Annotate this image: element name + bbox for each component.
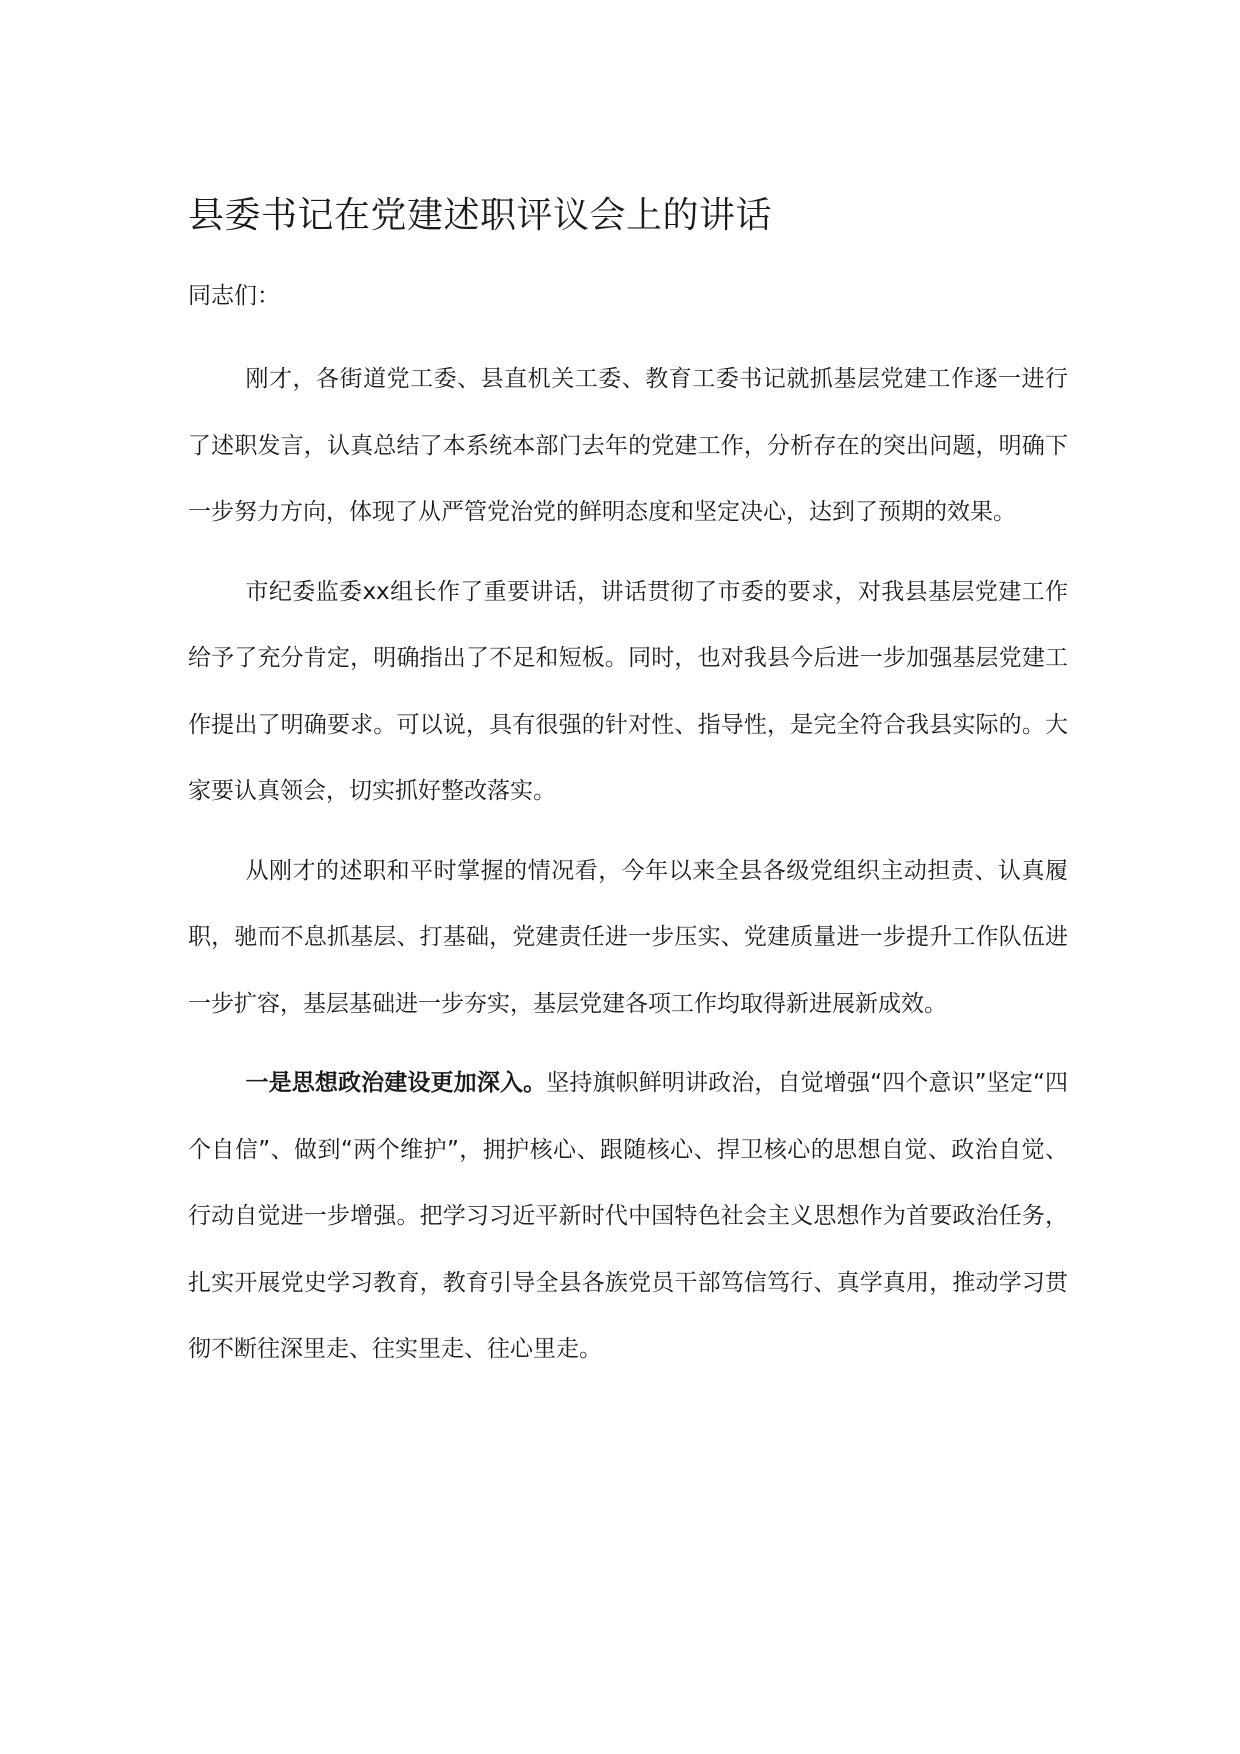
paragraph-text: 从刚才的述职和平时掌握的情况看，今年以来全县各级党组织主动担责、认真履职，驰而不息抓基层、打基础，党建责任进一步压实、党建质量进一步提升工作队伍进一步扩容，基层基础进一步夯实，基层党建各项工作均取得新进展新成效。 <box>188 857 1068 1017</box>
paragraph-text: 坚持旗帜鲜明讲政治，自觉增强“四个意识”坚定“四个自信”、做到“两个维护”，拥护核心、跟随核心、捍卫核心的思想自觉、政治自觉、行动自觉进一步增强。把学习习近平新时代中国特色社会主义思想作为首要政治任务，扎实开展党史学习教育，教育引导全县各族党员干部笃信笃行、真学真用，推动学习贯彻不断往深里走、往实里走、往心里走。 <box>188 1070 1069 1362</box>
salutation: 同志们： <box>188 283 280 309</box>
paragraph-text: 市纪委监委xx组长作了重要讲话，讲话贯彻了市委的要求，对我县基层党建工作给予了充分肯定，明确指出了不足和短板。同时，也对我县今后进一步加强基层党建工作提出了明确要求。可以说，具有很强的针对性、指导性，是完全符合我县实际的。大家要认真领会，切实抓好整改落实。 <box>188 578 1068 804</box>
paragraph-1 <box>188 346 1068 546</box>
document-body <box>188 186 1068 1383</box>
paragraph-lead: 一是思想政治建设更加深入。 <box>245 1070 547 1096</box>
paragraph-2 <box>188 559 1068 825</box>
paragraph-text: 刚才，各街道党工委、县直机关工委、教育工委书记就抓基层党建工作逐一进行了述职发言，认真总结了本系统本部门去年的党建工作，分析存在的突出问题，明确下一步努力方向，体现了从严管党治党的鲜明态度和坚定决心，达到了预期的效果。 <box>188 366 1068 525</box>
paragraph-3 <box>188 838 1068 1038</box>
paragraph-4 <box>188 1050 1068 1383</box>
document-title: 县委书记在党建述职评议会上的讲话 <box>188 195 773 236</box>
